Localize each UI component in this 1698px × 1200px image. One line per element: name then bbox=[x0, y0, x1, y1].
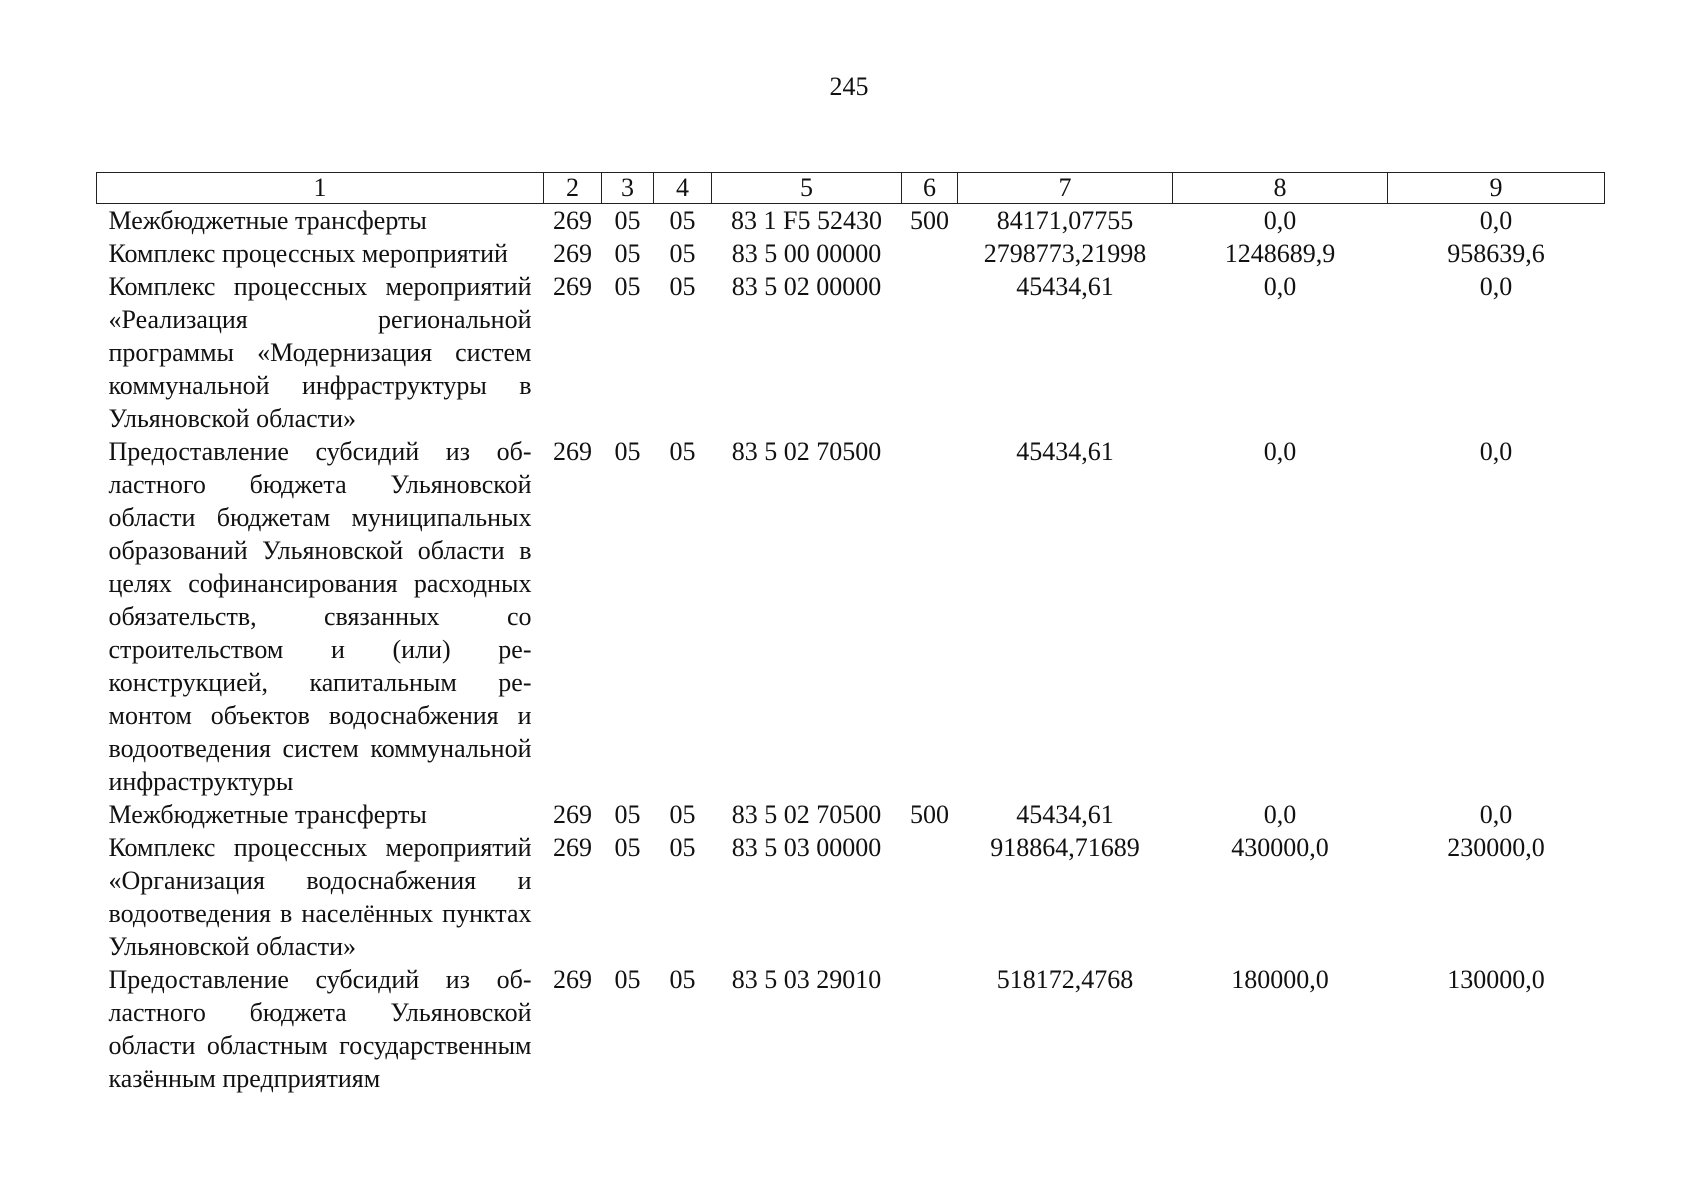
row-section: 05 bbox=[614, 206, 641, 235]
row-value-9: 0,0 bbox=[1479, 272, 1513, 301]
row-section: 05 bbox=[614, 965, 641, 994]
column-header-3: 3 bbox=[602, 173, 654, 204]
row-value-9: 230000,0 bbox=[1447, 833, 1545, 862]
row-value-9: 0,0 bbox=[1479, 206, 1513, 235]
row-expense-type bbox=[902, 237, 958, 270]
row-name: Комплекс процессных мероприятий «Организация водоснабжения и водоотведения в населённых пунктах Ульяновской области» bbox=[108, 833, 532, 961]
row-ministry-code: 269 bbox=[553, 437, 592, 466]
row-subsection: 05 bbox=[669, 239, 696, 268]
row-value-9: 130000,0 bbox=[1447, 965, 1545, 994]
row-value-8: 0,0 bbox=[1263, 206, 1297, 235]
row-name: Межбюджетные трансферты bbox=[108, 206, 427, 235]
row-value-9: 958639,6 bbox=[1447, 239, 1545, 268]
table-row bbox=[97, 798, 1605, 831]
column-header-9: 9 bbox=[1388, 173, 1605, 204]
row-value-8: 430000,0 bbox=[1231, 833, 1329, 862]
row-section: 05 bbox=[614, 800, 641, 829]
row-name: Предоставление субсидий из областного бюджета Ульяновской области областным государственным казённым предприятиям bbox=[108, 965, 532, 1093]
row-name: Предоставление субсидий из областного бюджета Ульяновской области бюджетам муниципальных образований Ульяновской области в целях софинансирования расходных обязательств, связанных со строительством и (или) реконструкцией, капитальным ремонтом объектов водоснабжения и водоотведения систем коммунальной инфраструктуры bbox=[108, 437, 532, 796]
row-ministry-code: 269 bbox=[553, 272, 592, 301]
column-header-5: 5 bbox=[712, 173, 902, 204]
row-section: 05 bbox=[614, 272, 641, 301]
row-section: 05 bbox=[614, 239, 641, 268]
row-section: 05 bbox=[614, 437, 641, 466]
row-expense-type bbox=[902, 270, 958, 435]
column-header-4: 4 bbox=[654, 173, 712, 204]
row-section: 05 bbox=[614, 833, 641, 862]
table-row bbox=[97, 435, 1605, 798]
row-ministry-code: 269 bbox=[553, 239, 592, 268]
row-expense-type bbox=[902, 435, 958, 798]
column-header-7: 7 bbox=[958, 173, 1173, 204]
row-value-7: 45434,61 bbox=[1016, 800, 1114, 829]
row-name: Комплекс процессных мероприятий «Реализация региональной программы «Модернизация систем коммунальной инфраструктуры в Ульяновской области» bbox=[108, 272, 532, 433]
row-value-7: 918864,71689 bbox=[990, 833, 1140, 862]
row-subsection: 05 bbox=[669, 965, 696, 994]
row-target-code: 83 5 02 70500 bbox=[731, 437, 882, 466]
column-header-8: 8 bbox=[1173, 173, 1388, 204]
column-header-2: 2 bbox=[544, 173, 602, 204]
table-row bbox=[97, 963, 1605, 1095]
row-subsection: 05 bbox=[669, 437, 696, 466]
row-expense-type bbox=[902, 963, 958, 1095]
table-row bbox=[97, 237, 1605, 270]
row-subsection: 05 bbox=[669, 272, 696, 301]
row-subsection: 05 bbox=[669, 800, 696, 829]
row-expense-type: 500 bbox=[910, 206, 949, 235]
row-expense-type: 500 bbox=[910, 800, 949, 829]
row-value-7: 84171,07755 bbox=[996, 206, 1134, 235]
row-value-7: 45434,61 bbox=[1016, 437, 1114, 466]
row-target-code: 83 5 00 00000 bbox=[731, 239, 882, 268]
row-target-code: 83 1 F5 52430 bbox=[731, 206, 882, 235]
budget-table bbox=[96, 172, 1605, 1095]
column-header-6: 6 bbox=[902, 173, 958, 204]
row-ministry-code: 269 bbox=[553, 833, 592, 862]
row-subsection: 05 bbox=[669, 833, 696, 862]
row-name: Межбюджетные трансферты bbox=[108, 800, 427, 829]
row-name: Комплекс процессных мероприятий bbox=[108, 239, 508, 268]
table-row bbox=[97, 204, 1605, 238]
row-value-8: 0,0 bbox=[1263, 800, 1297, 829]
row-target-code: 83 5 02 70500 bbox=[731, 800, 882, 829]
row-value-7: 518172,4768 bbox=[996, 965, 1134, 994]
table-row bbox=[97, 270, 1605, 435]
row-value-8: 1248689,9 bbox=[1224, 239, 1336, 268]
row-value-8: 0,0 bbox=[1263, 437, 1297, 466]
page-number: 245 bbox=[829, 72, 869, 101]
row-target-code: 83 5 03 00000 bbox=[731, 833, 882, 862]
row-value-7: 2798773,21998 bbox=[983, 239, 1147, 268]
row-value-9: 0,0 bbox=[1479, 800, 1513, 829]
column-header-1: 1 bbox=[97, 173, 544, 204]
row-value-8: 180000,0 bbox=[1231, 965, 1329, 994]
row-value-9: 0,0 bbox=[1479, 437, 1513, 466]
table-header-row bbox=[97, 173, 1605, 204]
table-row bbox=[97, 831, 1605, 963]
row-target-code: 83 5 02 00000 bbox=[731, 272, 882, 301]
row-target-code: 83 5 03 29010 bbox=[731, 965, 882, 994]
row-value-7: 45434,61 bbox=[1016, 272, 1114, 301]
row-expense-type bbox=[902, 831, 958, 963]
row-subsection: 05 bbox=[669, 206, 696, 235]
row-ministry-code: 269 bbox=[553, 965, 592, 994]
row-ministry-code: 269 bbox=[553, 206, 592, 235]
row-ministry-code: 269 bbox=[553, 800, 592, 829]
row-value-8: 0,0 bbox=[1263, 272, 1297, 301]
